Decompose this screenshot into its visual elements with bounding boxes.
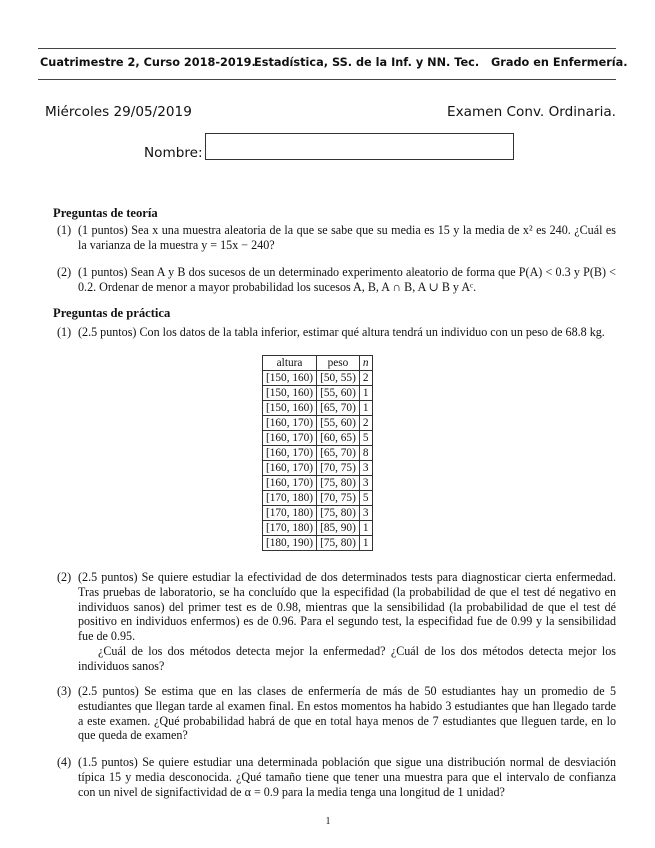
table-cell: [150, 160) [263,401,317,416]
table-row [263,506,373,521]
table-cell: [65, 70) [317,401,360,416]
table-row [263,431,373,446]
table-cell: [75, 80) [317,476,360,491]
table-cell: [70, 75) [317,461,360,476]
table-cell: [170, 180) [263,491,317,506]
table-cell: [55, 60) [317,416,360,431]
table-row [263,371,373,386]
name-field[interactable] [205,133,514,160]
table-cell: 3 [359,461,372,476]
table-row [263,521,373,536]
practice-q4-text: (1.5 puntos) Se quiere estudiar una determinada población que sigue una distribución normal de desviación típica 15 y media desconocida. ¿Qué tamaño tiene que tener una muestra para que el intervalo de confianza con un nivel de signifactividad de α = 0.9 para la media tenga una longitud de 1 unidad? [78,755,616,799]
theory-question-2 [78,265,616,295]
theory-q1-number: (1) [57,223,72,237]
practice-q2-text: (2.5 puntos) Se quiere estudiar la efectividad de dos determinados tests para diagnosticar cierta enfermedad. Tras pruebas de laboratorio, se ha concluído que la especifidad (la probabilidad de que el test dé negativo en individuos sanos) del primer test es de 0.98, mientras que la sensibilidad (la probabilidad de que el test dé positivo en individuos enfermos) es de 0.96. Para el segundo test, la especifidad fue de 0.99 y la sensibilidad fue de 0.95. [78,570,616,644]
practice-q4-number: (4) [57,755,72,769]
table-row [263,461,373,476]
theory-q2-text: (1 puntos) Sean A y B dos sucesos de un determinado experimento aleatorio de forma que P(A) < 0.3 y P(B) < 0.2. Ordenar de menor a mayor probabilidad los sucesos A, B, A ∩ B, A ∪ B y Aᶜ. [78,265,616,294]
table-cell: [160, 170) [263,476,317,491]
table-row [263,446,373,461]
table-cell: [150, 160) [263,386,317,401]
practice-q2-number: (2) [57,570,72,584]
table-body [263,371,373,551]
table-header-cell: n [359,356,372,371]
data-table [262,355,373,551]
theory-q2-number: (2) [57,265,72,279]
theory-question-1 [78,223,616,253]
table-cell: [150, 160) [263,371,317,386]
table-cell: 1 [359,386,372,401]
course-label: Cuatrimestre 2, Curso 2018-2019. [40,56,256,69]
table-row [263,476,373,491]
exam-date: Miércoles 29/05/2019 [45,104,192,120]
table-row [263,401,373,416]
table-header-row [263,356,373,371]
table-cell: 5 [359,491,372,506]
table-row [263,416,373,431]
table-cell: [60, 65) [317,431,360,446]
table-cell: [160, 170) [263,461,317,476]
table-cell: 1 [359,401,372,416]
table-cell: [160, 170) [263,431,317,446]
header-bottom-rule [38,79,616,80]
practice-section-title: Preguntas de práctica [53,306,171,320]
practice-question-2 [78,570,616,674]
table-cell: 2 [359,416,372,431]
table-cell: [75, 80) [317,506,360,521]
table-cell: 2 [359,371,372,386]
table-cell: [55, 60) [317,386,360,401]
table-cell: [170, 180) [263,521,317,536]
table-cell: 3 [359,506,372,521]
practice-question-4 [78,755,616,799]
table-cell: [65, 70) [317,446,360,461]
practice-q3-number: (3) [57,684,72,698]
page-number: 1 [325,816,331,827]
table-cell: 3 [359,476,372,491]
table-cell: 1 [359,521,372,536]
table-cell: [160, 170) [263,416,317,431]
table-cell: [180, 190) [263,536,317,551]
header-top-rule [38,48,616,49]
practice-q3-text: (2.5 puntos) Se estima que en las clases de enfermería de más de 50 estudiantes hay un promedio de 5 estudiantes que llegan tarde al examen final. En estos momentos ha habido 3 estudiantes que han llegado tarde a este examen. ¿Qué probabilidad habrá de que en total haya menos de 7 estudiantes que lleguen tarde, en lo que queda de examen? [78,684,616,743]
table-cell: 8 [359,446,372,461]
table-row [263,386,373,401]
name-label: Nombre: [144,145,203,161]
table-cell: [50, 55) [317,371,360,386]
practice-q2-text-continued: ¿Cuál de los dos métodos detecta mejor la enfermedad? ¿Cuál de los dos métodos detecta mejor los individuos sanos? [78,643,616,673]
table-header-cell: peso [317,356,360,371]
table-header-cell: altura [263,356,317,371]
theory-section-title: Preguntas de teoría [53,206,158,220]
table-cell: 1 [359,536,372,551]
table-cell: [85, 90) [317,521,360,536]
exam-type: Examen Conv. Ordinaria. [447,104,616,120]
practice-q1-text: (2.5 puntos) Con los datos de la tabla inferior, estimar qué altura tendrá un individuo con un peso de 68.8 kg. [78,325,605,339]
subject-label: Estadística, SS. de la Inf. y NN. Tec. [254,56,480,69]
degree-label: Grado en Enfermería. [491,56,628,69]
practice-question-1 [78,325,616,340]
practice-question-3 [78,684,616,743]
table-cell: [160, 170) [263,446,317,461]
theory-q1-text: (1 puntos) Sea x una muestra aleatoria de la que se sabe que su media es 15 y la media de x² es 240. ¿Cuál es la varianza de la muestra y = 15x − 240? [78,223,616,252]
practice-q1-number: (1) [57,325,72,339]
table-row [263,536,373,551]
table-cell: [170, 180) [263,506,317,521]
table-cell: [75, 80) [317,536,360,551]
table-row [263,491,373,506]
table-cell: 5 [359,431,372,446]
table-cell: [70, 75) [317,491,360,506]
